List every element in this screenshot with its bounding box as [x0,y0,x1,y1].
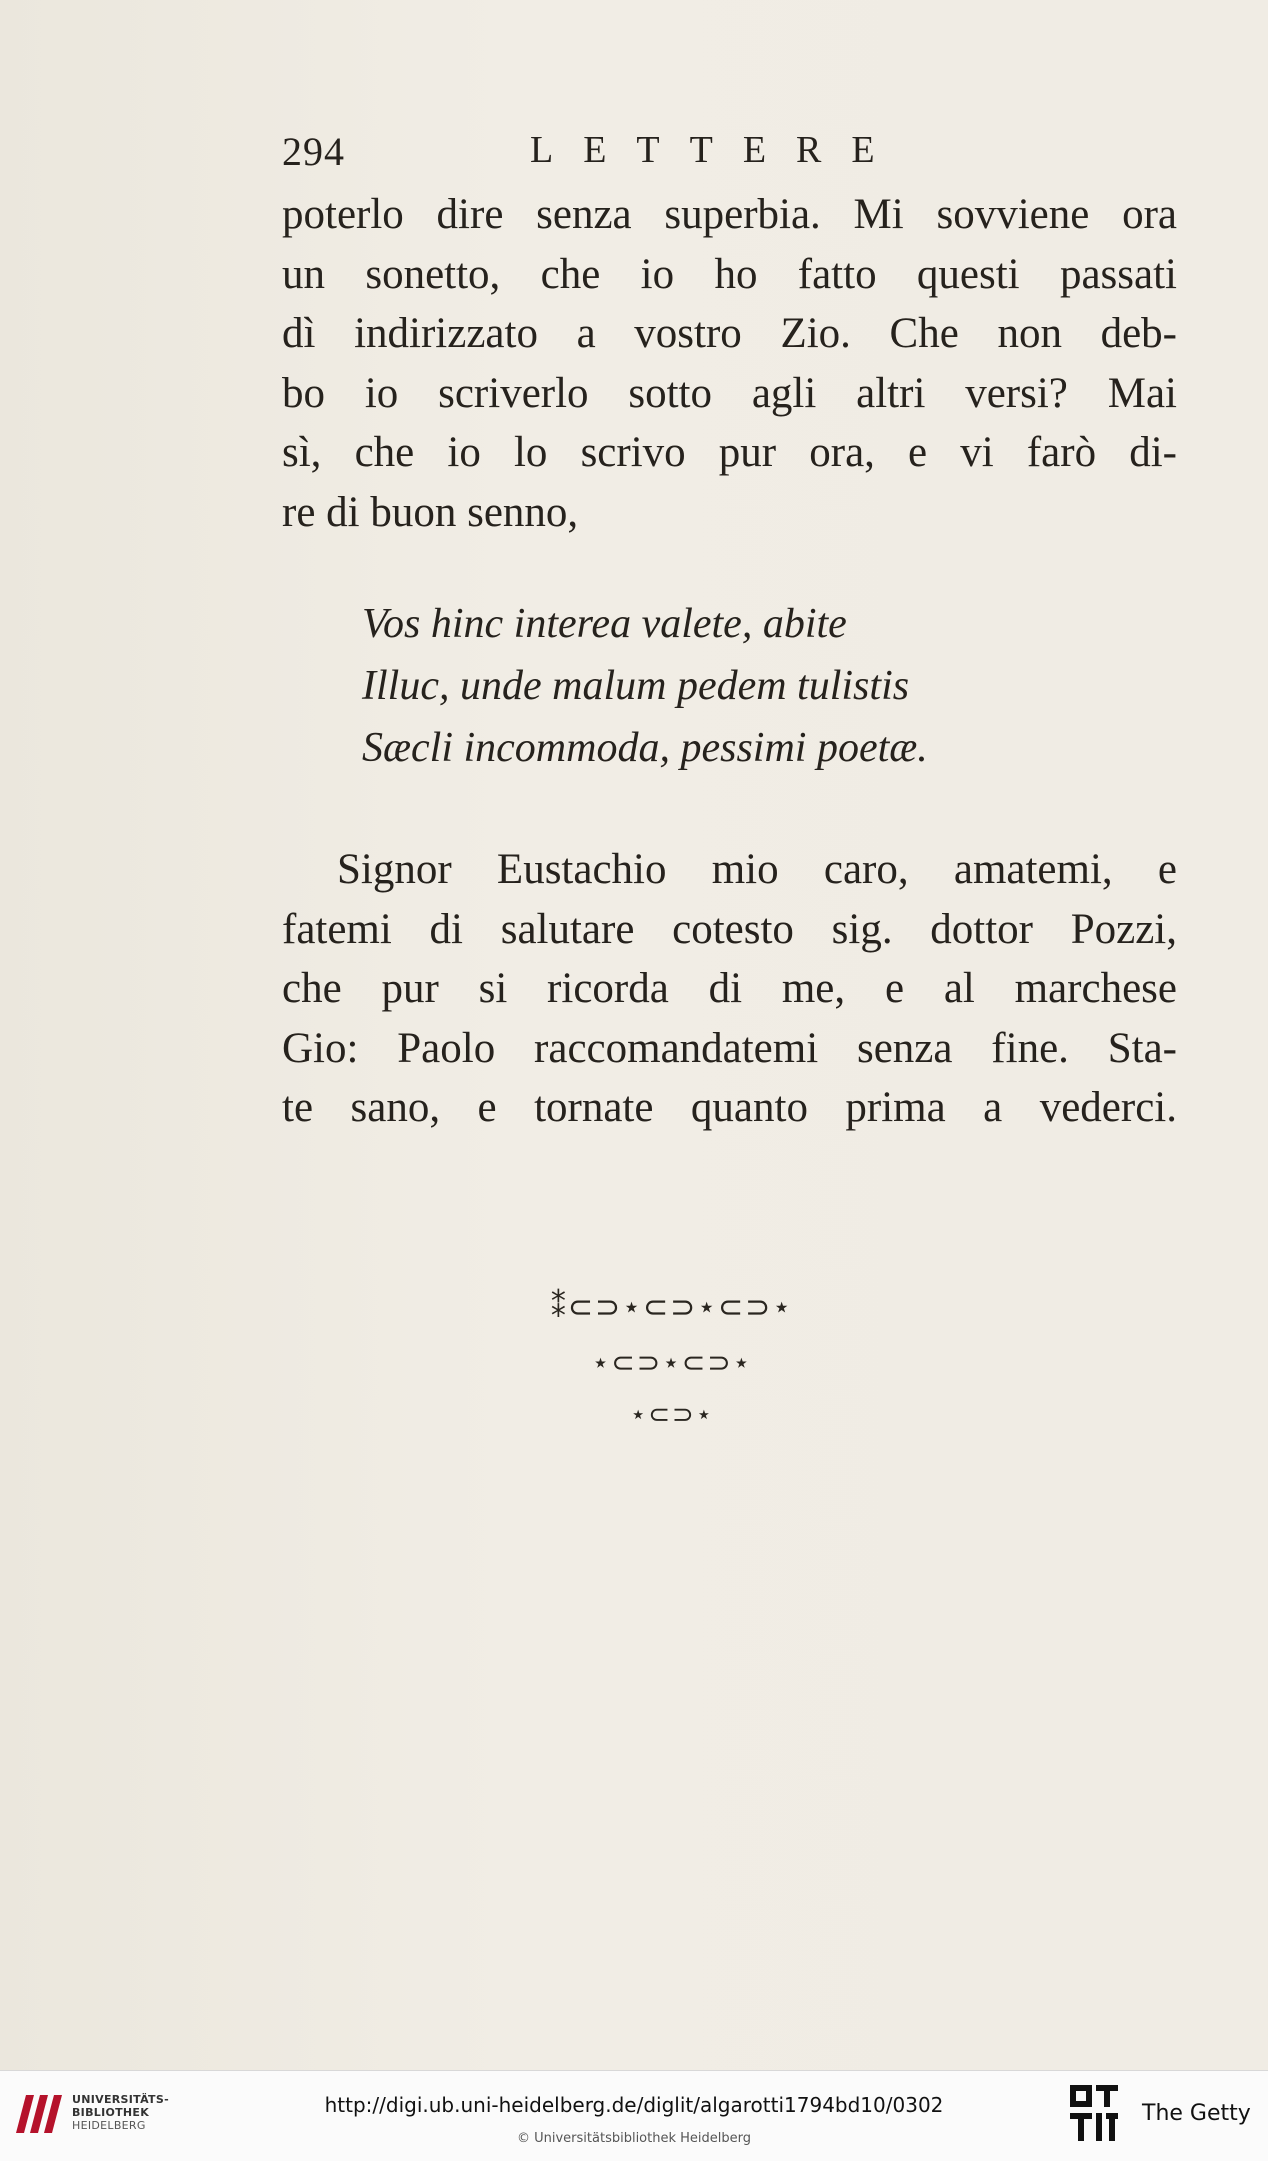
text-line: re di buon senno, [282,488,579,536]
getty-logo-icon [1068,2083,1122,2147]
paragraph-2 [282,840,1177,1138]
paragraph-1 [282,185,1177,542]
text-line: te sano, e tornate quanto prima a vederci. [282,1084,1177,1131]
library-name: UNIVERSITÄTS- BIBLIOTHEK HEIDELBERG [72,2093,169,2132]
tailpiece-ornament-row: ⁑⊂⊃⋆⊂⊃⋆⊂⊃⋆ [550,1290,794,1325]
verse-line: Sæcli incommoda, pessimi poetæ. [362,725,928,771]
latin-verse [362,593,1182,779]
verse-line: Vos hinc interea valete, abite [362,601,847,647]
running-title: LETTERE [530,129,905,171]
verse-line: Illuc, unde malum pedem tulistis [362,663,910,709]
text-line: bo io scriverlo sotto agli altri versi? Mai [282,369,1177,417]
text-line: fatemi di salutare cotesto sig. dottor Pozzi, [282,905,1177,953]
text-line: Gio: Paolo raccomandatemi senza fine. Sta- [282,1024,1177,1072]
page-header [282,128,1182,178]
text-line: un sonetto, che io ho fatto questi passati [282,250,1177,298]
text-line: sì, che io lo scrivo pur ora, e vi farò di- [282,429,1177,476]
copyright-notice: © Universitätsbibliothek Heidelberg [516,2131,751,2146]
permalink-url[interactable]: http://digi.ub.uni-heidelberg.de/diglit/algarotti1794bd10/0302 [324,2093,944,2117]
getty-name: The Getty [1142,2101,1251,2126]
text-line: che pur si ricorda di me, e al marchese [282,965,1177,1012]
tailpiece-ornament-row: ⋆⊂⊃⋆ [629,1400,715,1430]
tailpiece-ornament-row: ⋆⊂⊃⋆⊂⊃⋆ [591,1346,753,1379]
page-number: 294 [282,129,345,174]
text-line: dì indirizzato a vostro Zio. Che non deb- [282,310,1177,357]
text-line: poterlo dire senza superbia. Mi sovviene ora [282,191,1177,238]
viewer-footer [0,2070,1268,2161]
text-line: Signor Eustachio mio caro, amatemi, e [337,846,1177,893]
